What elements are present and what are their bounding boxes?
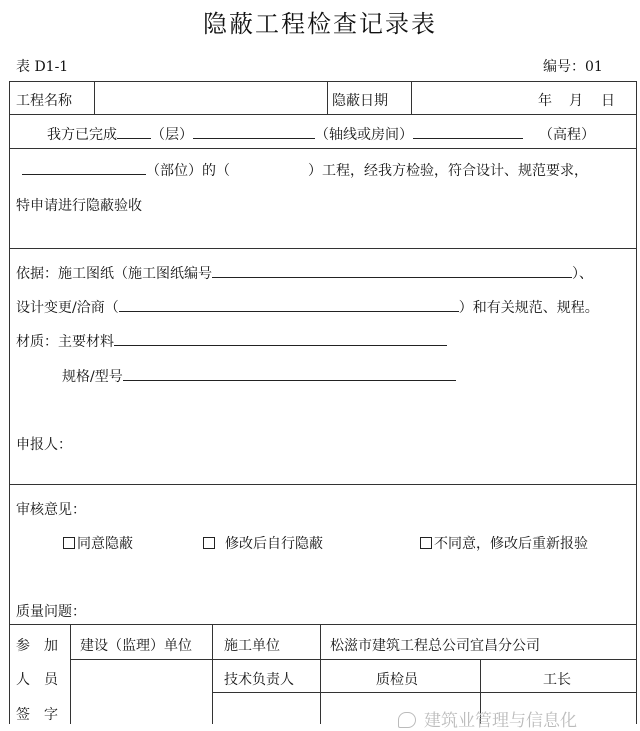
change-end: ）和有关规范、规程。 xyxy=(458,300,599,316)
rule xyxy=(9,484,636,485)
elevation-label: （高程） xyxy=(539,127,595,143)
rule xyxy=(411,81,412,114)
project-name-field[interactable] xyxy=(97,84,324,112)
material-blank[interactable] xyxy=(114,331,447,346)
watermark xyxy=(398,706,577,731)
option-modify[interactable] xyxy=(203,533,323,553)
checkbox-agree[interactable] xyxy=(63,537,75,549)
rule xyxy=(9,248,636,249)
date-month: 月 xyxy=(569,93,583,109)
inspector-label: 质检员 xyxy=(376,672,418,688)
applicant-label: 申报人： xyxy=(16,437,72,453)
spec-label: 规格/型号 xyxy=(62,369,123,385)
rule xyxy=(212,692,636,693)
rule xyxy=(212,624,213,724)
border-left xyxy=(9,81,10,724)
change-label: 设计变更/洽商（ xyxy=(16,300,119,316)
option-disagree-label: 不同意，修改后重新报验 xyxy=(434,536,588,552)
contractor-name: 松滋市建筑工程总公司宜昌分公司 xyxy=(330,638,540,654)
rule xyxy=(9,81,636,82)
floor-blank[interactable] xyxy=(117,124,151,139)
option-disagree[interactable] xyxy=(420,533,588,553)
option-agree-label: 同意隐蔽 xyxy=(77,536,133,552)
rule xyxy=(9,624,636,625)
material-label: 材质：主要材料 xyxy=(16,334,114,350)
option-agree[interactable] xyxy=(63,533,133,553)
form-code: 表 D1-1 xyxy=(16,59,69,75)
change-line xyxy=(16,297,599,317)
contractor-label: 施工单位 xyxy=(224,638,280,654)
request-text: 特申请进行隐蔽验收 xyxy=(16,198,142,214)
inspection-statement: ）工程，经我方检验，符合设计、规范要求， xyxy=(308,163,588,179)
rule xyxy=(70,624,71,724)
tech-lead-label: 技术负责人 xyxy=(224,672,294,688)
completion-line xyxy=(47,124,595,144)
date-year: 年 xyxy=(538,93,552,109)
part-blank[interactable] xyxy=(22,160,146,175)
participants-label-1: 参 加 xyxy=(16,638,58,654)
option-modify-label: 修改后自行隐蔽 xyxy=(225,536,323,552)
drawing-label: 依据：施工图纸（施工图纸编号 xyxy=(16,266,212,282)
spec-blank[interactable] xyxy=(123,366,456,381)
chat-bubble-icon xyxy=(398,712,416,728)
participants-label-2: 人 员 xyxy=(16,672,58,688)
change-blank[interactable] xyxy=(119,297,459,312)
drawing-end: ）、 xyxy=(572,266,593,282)
elevation-blank[interactable] xyxy=(413,124,523,139)
rule xyxy=(327,81,328,114)
concealment-date-label: 隐蔽日期 xyxy=(332,93,388,109)
date-day: 日 xyxy=(601,93,615,109)
participants-label-3: 签 字 xyxy=(16,707,58,723)
review-label: 审核意见： xyxy=(16,502,86,518)
quality-issues-label: 质量问题： xyxy=(16,604,86,620)
rule xyxy=(94,81,95,114)
axis-blank[interactable] xyxy=(193,124,315,139)
rule xyxy=(70,659,636,660)
part-label: （部位）的（ xyxy=(146,163,230,179)
rule xyxy=(9,148,636,149)
project-name-label: 工程名称 xyxy=(16,93,72,109)
drawing-line xyxy=(16,263,593,283)
spec-line xyxy=(62,366,456,386)
supervisor-unit-label: 建设（监理）单位 xyxy=(80,638,192,654)
axis-label: （轴线或房间） xyxy=(315,127,413,143)
watermark-text: 建筑业管理与信息化 xyxy=(424,711,577,731)
rule xyxy=(320,624,321,724)
checkbox-modify[interactable] xyxy=(203,537,215,549)
material-line xyxy=(16,331,447,351)
border-right xyxy=(636,81,637,724)
rule xyxy=(9,114,636,115)
foreman-label: 工长 xyxy=(543,672,571,688)
completion-prefix: 我方已完成 xyxy=(47,127,117,143)
part-line xyxy=(22,160,588,180)
floor-label: （层） xyxy=(151,127,193,143)
serial-number: 编号：01 xyxy=(543,59,603,75)
checkbox-disagree[interactable] xyxy=(420,537,432,549)
page-title: 隐蔽工程检查记录表 xyxy=(203,10,437,38)
drawing-number-blank[interactable] xyxy=(212,263,572,278)
